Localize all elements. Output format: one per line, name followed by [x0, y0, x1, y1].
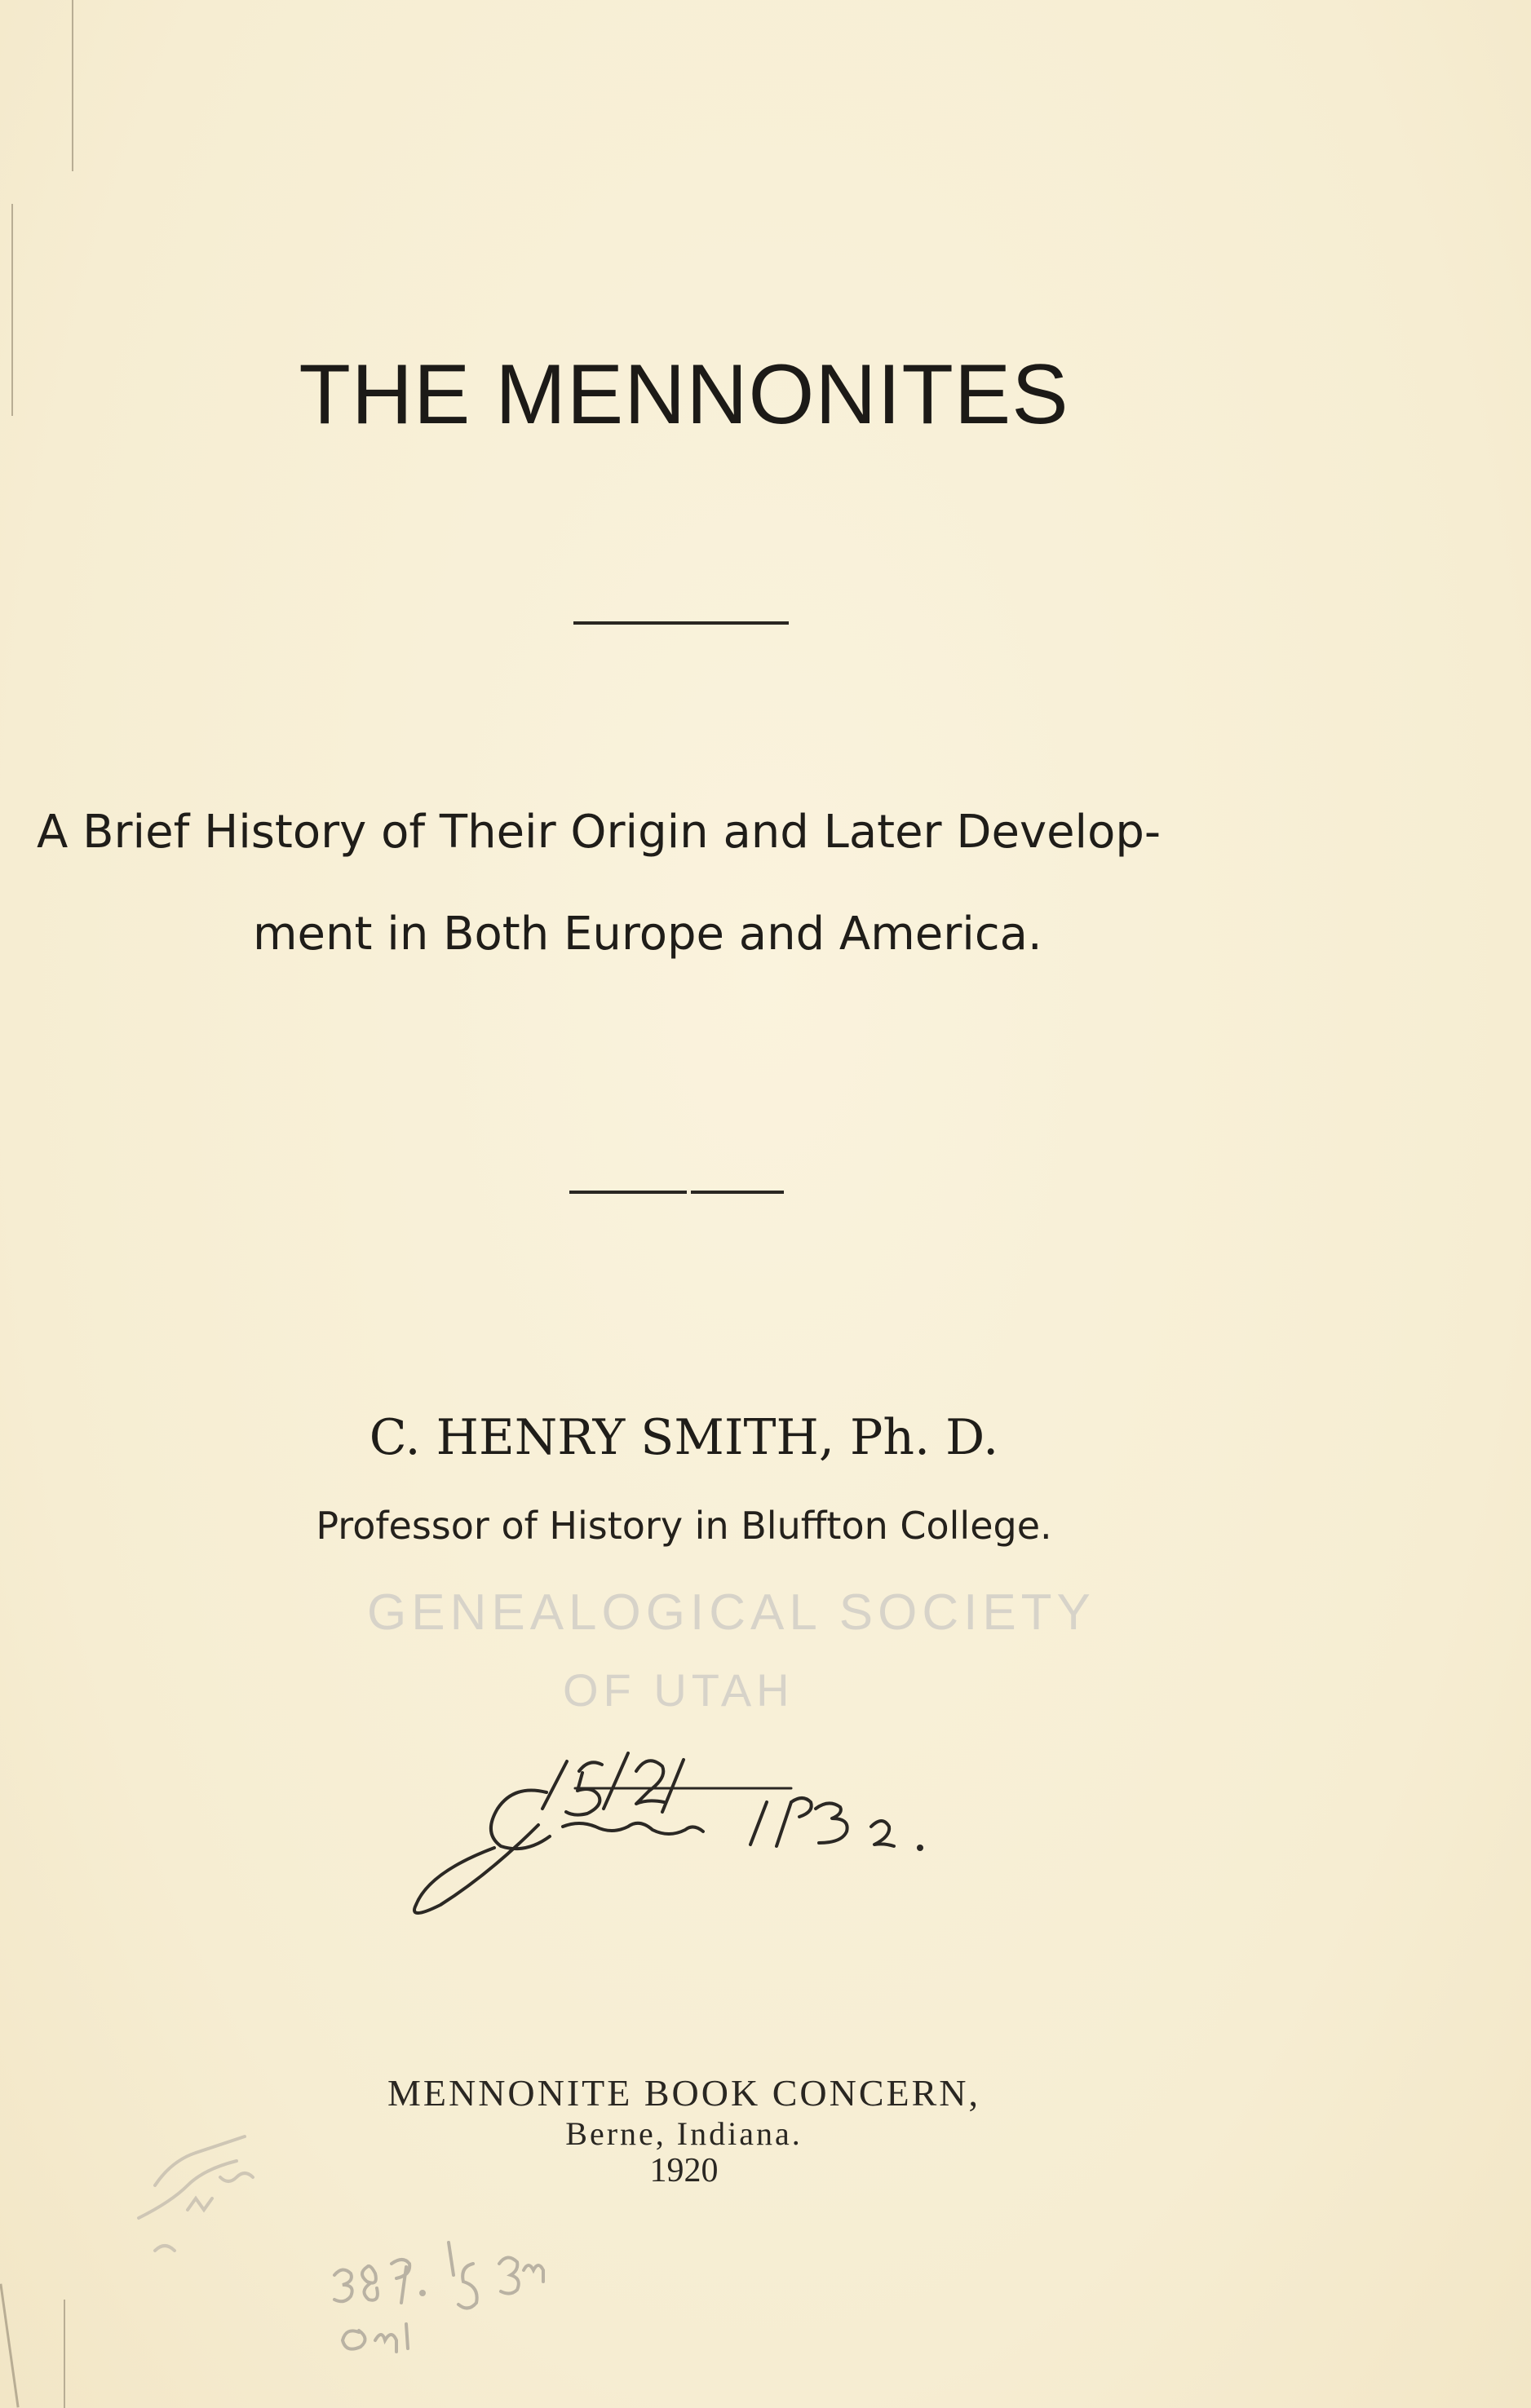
faint-stamp-marks — [106, 2088, 318, 2283]
divider-rule-left — [569, 1191, 687, 1194]
subtitle-line-2: ment in Both Europe and America. — [253, 908, 1042, 961]
library-stamp-line-2: OF UTAH — [563, 1664, 794, 1716]
publisher-name: MENNONITE BOOK CONCERN, — [387, 2072, 981, 2114]
author-name: C. HENRY SMITH, Ph. D. — [369, 1409, 999, 1466]
divider-rule-right — [691, 1191, 784, 1194]
publisher-year: 1920 — [649, 2152, 719, 2189]
scan-edge-top — [72, 0, 73, 171]
scan-edge-bottom-left — [0, 2284, 20, 2408]
handwritten-accession-and-date — [408, 1704, 995, 1941]
subtitle-line-1: A Brief History of Their Origin and Later Develop- — [37, 806, 1162, 859]
book-title: THE MENNONITES — [299, 347, 1069, 442]
library-stamp-line-1: GENEALOGICAL SOCIETY — [367, 1584, 1095, 1641]
pencil-call-number — [310, 2185, 636, 2381]
author-affiliation: Professor of History in Bluffton College. — [316, 1504, 1052, 1548]
title-rule — [573, 621, 789, 625]
publisher-place: Berne, Indiana. — [565, 2115, 803, 2152]
scan-edge-bottom-left-2 — [64, 2300, 65, 2408]
